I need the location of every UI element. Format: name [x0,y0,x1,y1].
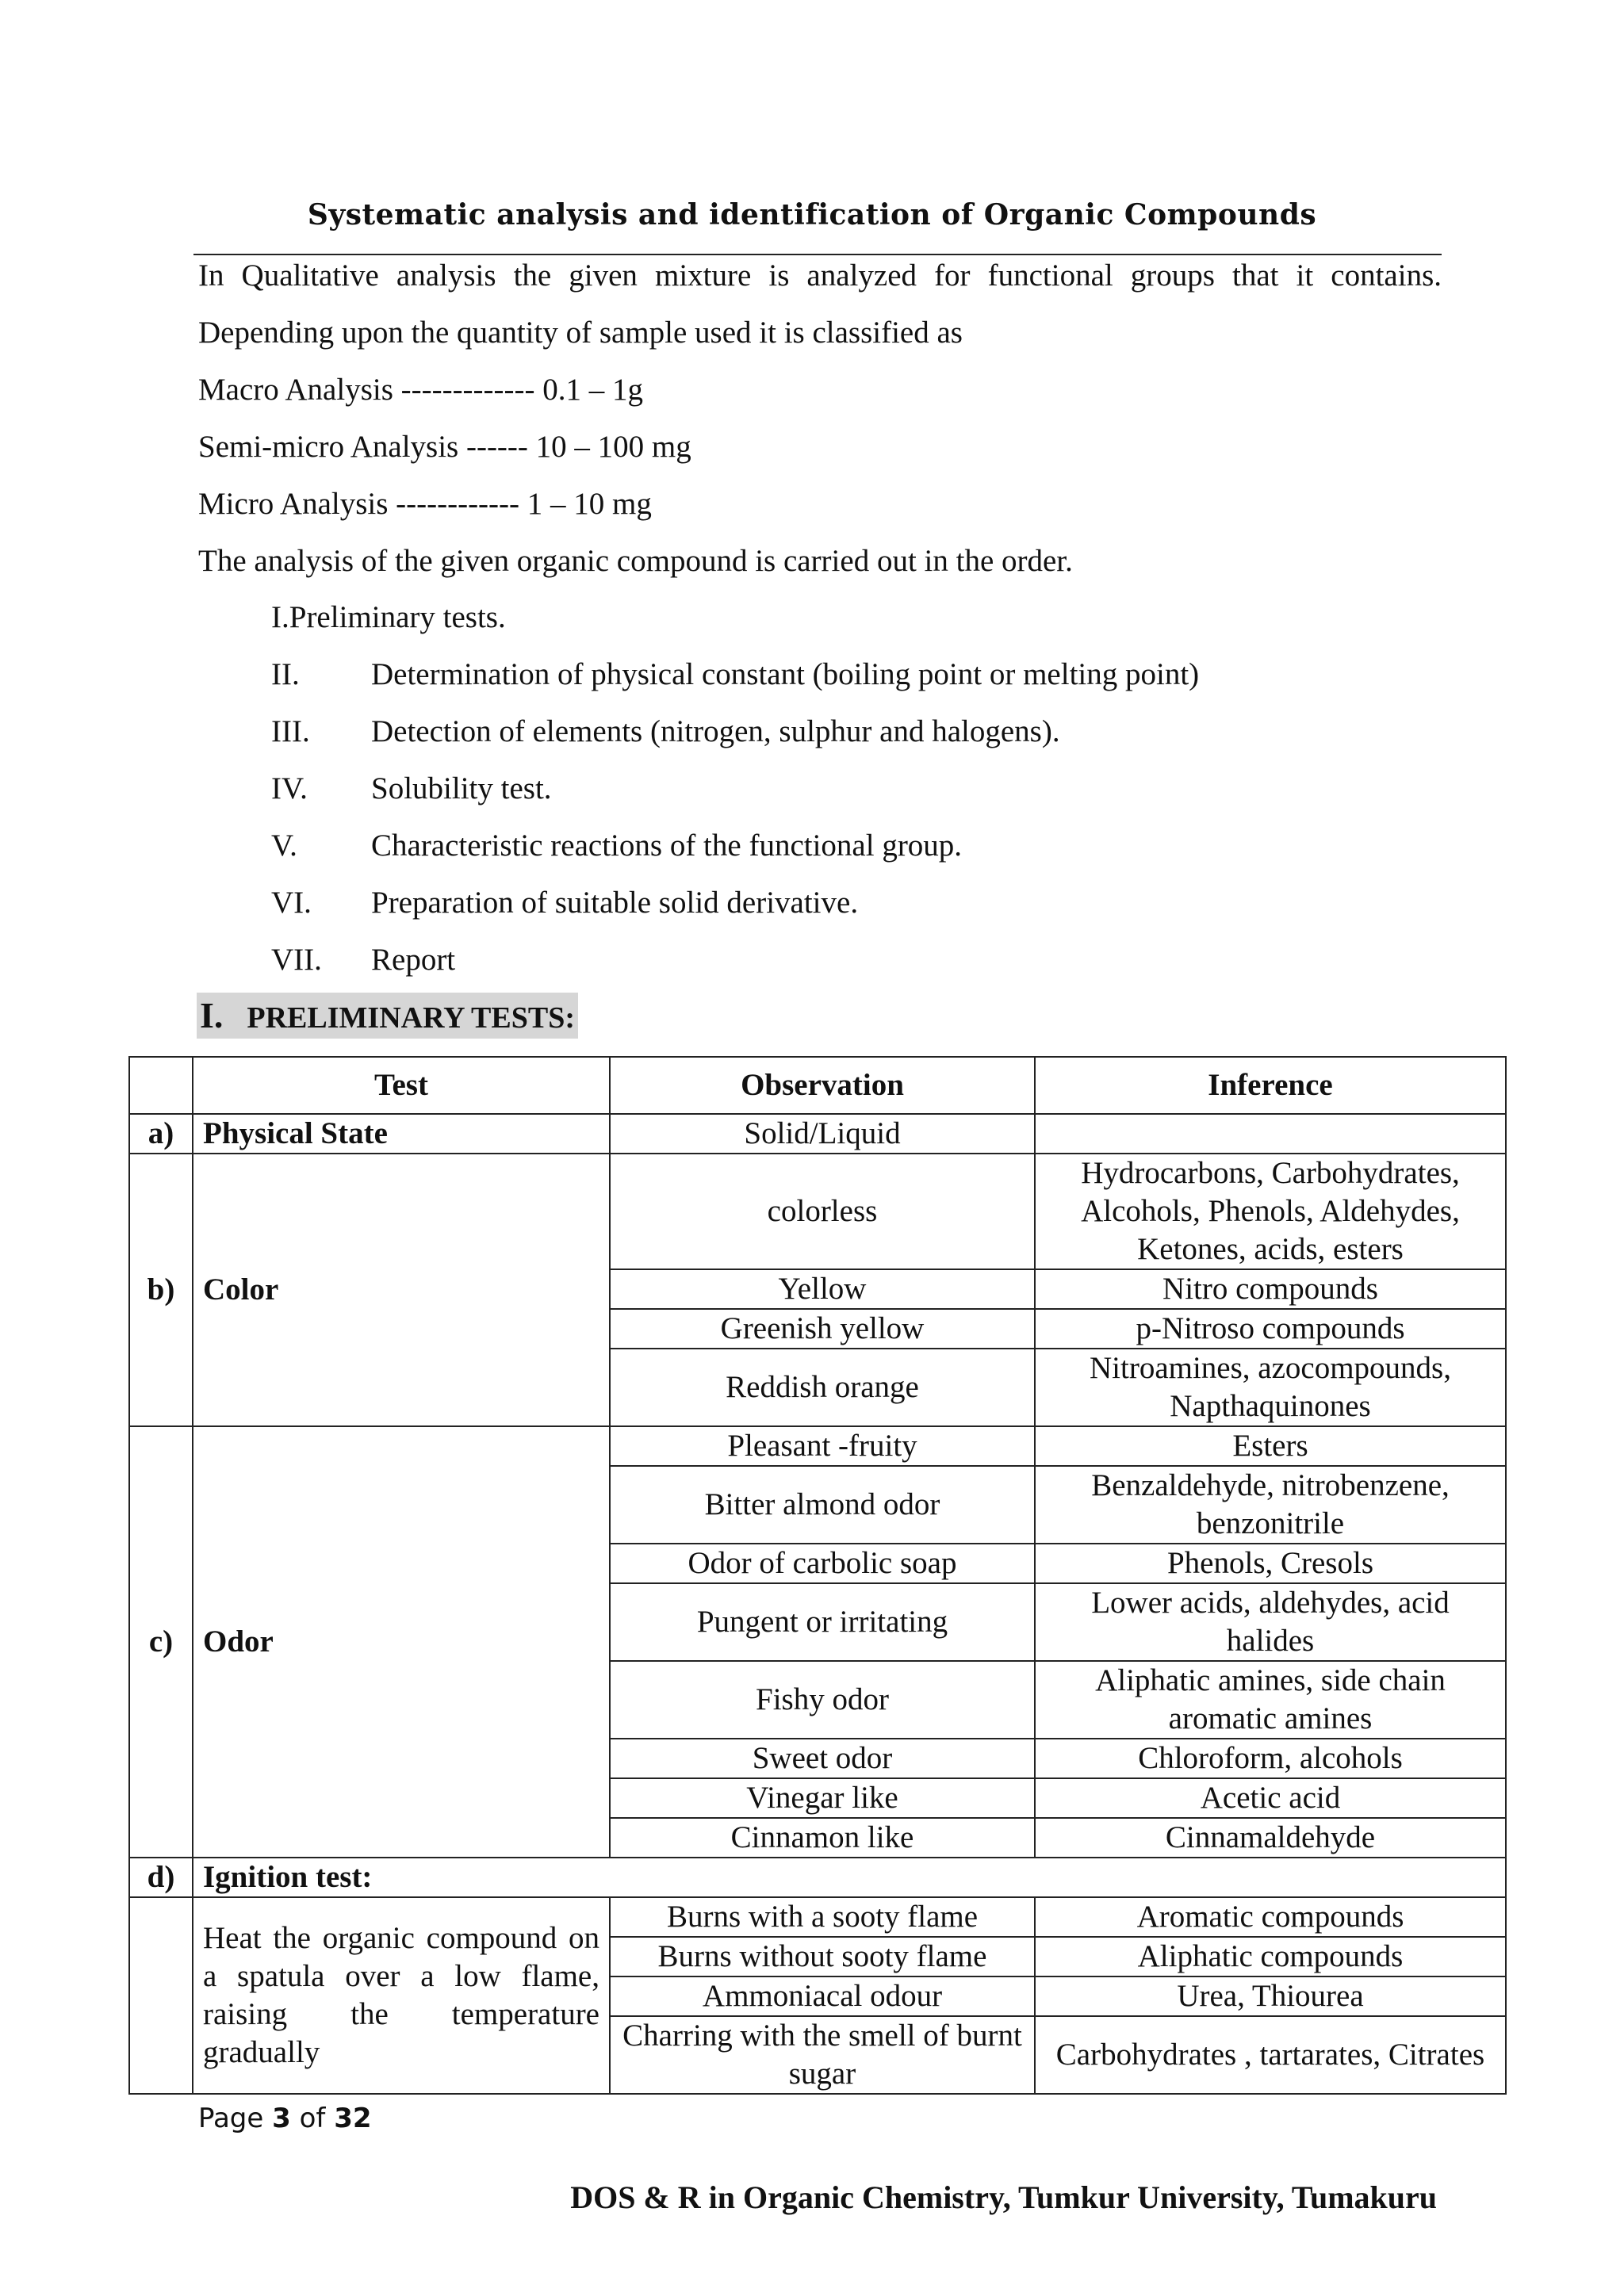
list-item [271,940,455,980]
inference-cell: Chloroform, alcohols [1035,1739,1506,1778]
inference-cell: Nitroamines, azocompounds, Napthaquinones [1035,1349,1506,1426]
page-title: Systematic analysis and identification of Organic Compounds [307,198,1317,232]
inference-cell: Aliphatic compounds [1035,1937,1506,1976]
page-total: 32 [334,2103,372,2134]
step-text: Preliminary tests. [289,600,506,634]
page-of: of [299,2103,326,2134]
step-text: Characteristic reactions of the functional group. [371,828,963,863]
intro-line-2: Depending upon the quantity of sample used it is classified as [198,316,963,350]
header-observation: Observation [610,1057,1035,1114]
observation-cell: Yellow [610,1269,1035,1309]
step-text: Preparation of suitable solid derivative. [371,886,859,920]
inference-cell: Aliphatic amines, side chain aromatic amines [1035,1661,1506,1739]
header-key-cell [129,1057,193,1114]
step-number: II. [271,657,300,691]
observation-cell: colorless [610,1154,1035,1269]
section-heading [197,993,578,1039]
step-number: I. [271,600,289,634]
observation-cell: Greenish yellow [610,1309,1035,1349]
inference-cell: Hydrocarbons, Carbohydrates, Alcohols, Phenols, Aldehydes, Ketones, acids, esters [1035,1154,1506,1269]
list-item [271,598,506,637]
inference-cell: Nitro compounds [1035,1269,1506,1309]
inference-cell: Urea, Thiourea [1035,1976,1506,2016]
test-name: Odor [193,1426,610,1858]
department-footer: DOS & R in Organic Chemistry, Tumkur University, Tumakuru [570,2179,1437,2215]
observation-cell: Fishy odor [610,1661,1035,1739]
observation-cell: Solid/Liquid [610,1114,1035,1154]
inference-cell: Lower acids, aldehydes, acid halides [1035,1583,1506,1661]
test-name: Ignition test: [193,1858,1506,1897]
inference-cell: Esters [1035,1426,1506,1466]
inference-cell [1035,1114,1506,1154]
step-number: VII. [271,943,322,977]
inference-cell: p-Nitroso compounds [1035,1309,1506,1349]
inference-cell: Benzaldehyde, nitrobenzene, benzonitrile [1035,1466,1506,1544]
step-text: Solubility test. [371,771,552,806]
intro-line-1: In Qualitative analysis the given mixture is analyzed for functional groups that it contains. [198,258,1442,293]
row-key-empty [129,1897,193,2094]
section-numeral: I. [200,995,224,1035]
observation-cell: Odor of carbolic soap [610,1544,1035,1583]
inference-cell: Phenols, Cresols [1035,1544,1506,1583]
header-test: Test [193,1057,610,1114]
row-key: d) [129,1858,193,1897]
step-text: Report [371,943,456,977]
step-number: IV. [271,771,308,806]
micro-analysis: Micro Analysis ------------ 1 – 10 mg [198,487,652,521]
page-current: 3 [272,2103,291,2134]
step-text: Determination of physical constant (boiling point or melting point) [371,657,1200,691]
row-key: b) [129,1154,193,1426]
observation-cell: Pungent or irritating [610,1583,1035,1661]
section-label: PRELIMINARY TESTS: [247,1001,575,1035]
row-key: a) [129,1114,193,1154]
list-item [271,883,858,923]
table-row [129,1154,1506,1269]
analysis-order: The analysis of the given organic compound is carried out in the order. [198,544,1073,578]
header-inference: Inference [1035,1057,1506,1114]
observation-cell: Bitter almond odor [610,1466,1035,1544]
step-number: III. [271,714,310,748]
observation-cell: Charring with the smell of burnt sugar [610,2016,1035,2094]
table-row [129,1858,1506,1897]
inference-cell: Cinnamaldehyde [1035,1818,1506,1858]
title-rule [193,254,1442,255]
list-item [271,655,1199,695]
step-number: VI. [271,886,312,920]
macro-analysis: Macro Analysis ------------- 0.1 – 1g [198,373,643,407]
observation-cell: Burns without sooty flame [610,1937,1035,1976]
semi-micro-analysis: Semi-micro Analysis ------ 10 – 100 mg [198,430,691,464]
test-name: Physical State [193,1114,610,1154]
observation-cell: Ammoniacal odour [610,1976,1035,2016]
list-item [271,712,1060,752]
row-key: c) [129,1426,193,1858]
preliminary-tests-table [128,1056,1507,2095]
list-item [271,826,962,866]
table-row [129,1114,1506,1154]
table-row [129,1897,1506,1937]
observation-cell: Vinegar like [610,1778,1035,1818]
observation-cell: Cinnamon like [610,1818,1035,1858]
inference-cell: Aromatic compounds [1035,1897,1506,1937]
page-prefix: Page [198,2103,264,2134]
table-row [129,1426,1506,1466]
list-item [271,769,552,809]
observation-cell: Reddish orange [610,1349,1035,1426]
page-number [198,2103,372,2134]
step-text: Detection of elements (nitrogen, sulphur and halogens). [371,714,1060,748]
observation-cell: Pleasant -fruity [610,1426,1035,1466]
test-name: Color [193,1154,610,1426]
table-header-row [129,1057,1506,1114]
inference-cell: Carbohydrates , tartarates, Citrates [1035,2016,1506,2094]
inference-cell: Acetic acid [1035,1778,1506,1818]
observation-cell: Sweet odor [610,1739,1035,1778]
observation-cell: Burns with a sooty flame [610,1897,1035,1937]
ignition-procedure: Heat the organic compound on a spatula over a low flame, raising the temperature gradually [193,1897,610,2094]
step-number: V. [271,828,297,863]
